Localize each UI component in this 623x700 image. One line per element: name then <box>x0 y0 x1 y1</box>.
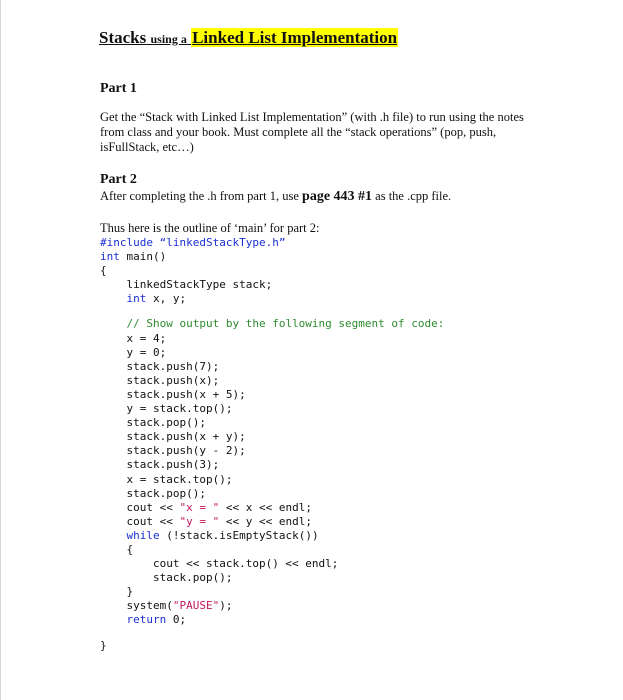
code-cout-y-a: cout << <box>126 514 180 528</box>
code-stmt: y = stack.top(); <box>126 402 233 416</box>
code-stmt: stack.pop(); <box>126 416 206 430</box>
code-stmt: stack.push(x); <box>126 373 220 387</box>
code-line <box>100 360 444 374</box>
code-line-decl-xy <box>100 292 444 306</box>
code-stmt: stack.push(y - 2); <box>126 444 246 458</box>
code-main-kw: int <box>100 250 120 264</box>
code-include-file: “linkedStackType.h” <box>159 236 286 249</box>
code-line <box>100 473 444 487</box>
part1-line1: Get the “Stack with Linked List Implementation” (with .h file) to run using the notes <box>100 110 524 124</box>
code-cout-x-b: << x << endl; <box>219 500 312 514</box>
code-decl-xy-kw: int <box>126 292 147 306</box>
part2-outline-intro: Thus here is the outline of ‘main’ for part 2: <box>100 221 320 235</box>
code-line-inner-close <box>100 585 444 599</box>
code-line <box>100 416 444 430</box>
code-stmt: stack.push(7); <box>126 359 220 373</box>
code-cout-y-str: "y = " <box>179 514 220 528</box>
code-while-kw: while <box>126 528 160 542</box>
code-line-inner-open <box>100 543 444 557</box>
code-inner2: stack.pop(); <box>152 571 233 585</box>
code-line <box>100 402 444 416</box>
page-title <box>99 28 398 48</box>
title-word-using: using a <box>150 32 187 46</box>
code-line <box>100 346 444 360</box>
part2-text-after: as the .cpp file. <box>372 189 452 203</box>
code-cout-y-b: << y << endl; <box>219 514 312 528</box>
code-line-comment <box>100 317 444 331</box>
code-line <box>100 332 444 346</box>
code-line-while <box>100 529 444 543</box>
code-system-str: "PAUSE" <box>172 599 220 613</box>
part2-heading: Part 2 <box>100 172 137 187</box>
part1-paragraph <box>100 110 550 155</box>
code-blank-line <box>100 628 444 639</box>
code-line <box>100 458 444 472</box>
part2-text-before: After completing the .h from part 1, use <box>100 189 303 203</box>
code-inner1: cout << stack.top() << endl; <box>152 557 339 571</box>
code-line-inner1 <box>100 557 444 571</box>
part2-instruction <box>100 189 550 204</box>
code-line-decl-stack: linkedStackType stack; <box>100 278 273 292</box>
code-stmt: stack.pop(); <box>126 486 206 500</box>
code-cout-x-str: "x = " <box>179 500 220 514</box>
part1-line2: from class and your book. Must complete all the “stack operations” (pop, push, <box>100 125 497 139</box>
code-return-kw: return <box>126 613 167 627</box>
code-while-rest: (!stack.isEmptyStack()) <box>159 528 319 542</box>
code-inner-open: { <box>126 542 134 556</box>
code-inner-close: } <box>126 585 134 599</box>
code-line-open-brace: { <box>100 264 107 278</box>
code-line-cout-x <box>100 501 444 515</box>
code-stmt: x = 4; <box>126 331 167 345</box>
code-line <box>100 444 444 458</box>
title-highlighted: Linked List Implementation <box>192 28 398 47</box>
code-line-cout-y <box>100 515 444 529</box>
code-line-main <box>100 250 444 264</box>
part2-page-ref: page 443 #1 <box>302 189 373 204</box>
code-blank-line <box>100 306 444 317</box>
code-comment: // Show output by the following segment of code: <box>126 317 445 331</box>
code-line-include <box>100 236 444 250</box>
code-stmt: x = stack.top(); <box>126 472 233 486</box>
code-stmt: y = 0; <box>126 345 167 359</box>
code-line-inner2 <box>100 571 444 585</box>
code-include-kw: #include <box>100 236 153 249</box>
code-line <box>100 487 444 501</box>
code-block <box>100 236 444 653</box>
code-system-b: ); <box>219 599 233 613</box>
part1-heading: Part 1 <box>100 81 137 96</box>
part1-line3: isFullStack, etc…) <box>100 140 194 154</box>
code-stmt: stack.push(x + y); <box>126 430 246 444</box>
code-line <box>100 388 444 402</box>
code-main-rest: main() <box>119 250 167 264</box>
code-stmt: stack.push(3); <box>126 458 220 472</box>
code-cout-x-a: cout << <box>126 500 180 514</box>
code-return-rest: 0; <box>166 613 187 627</box>
code-system-a: system( <box>126 599 173 613</box>
code-stmt: stack.push(x + 5); <box>126 387 246 401</box>
code-decl-xy-rest: x, y; <box>146 292 187 306</box>
code-line <box>100 430 444 444</box>
title-word-stacks: Stacks <box>99 28 147 47</box>
code-line-system <box>100 599 444 613</box>
code-line-close-brace: } <box>100 638 107 652</box>
code-line <box>100 374 444 388</box>
code-line-return <box>100 613 444 627</box>
